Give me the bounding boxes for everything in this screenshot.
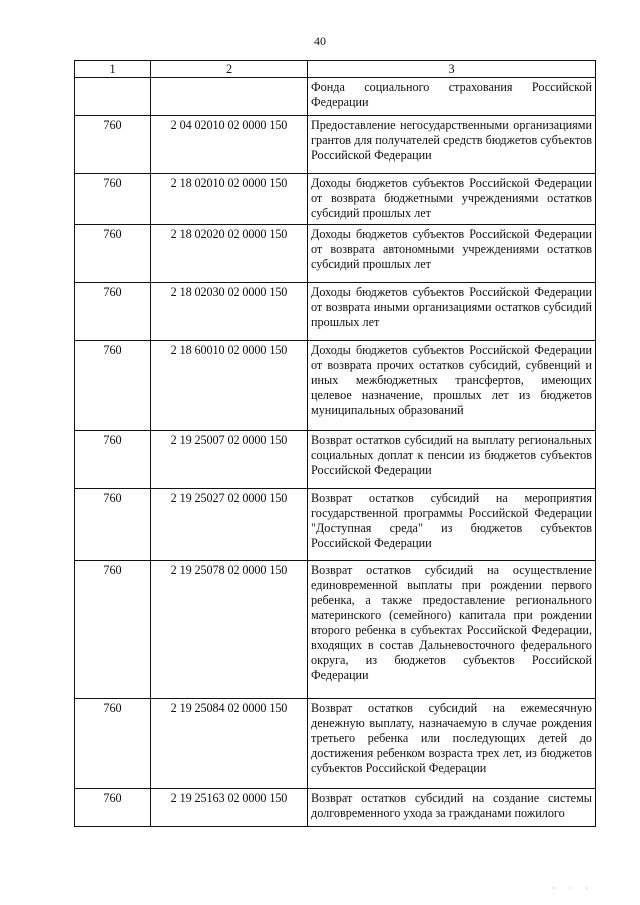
admin-code-cell: 760	[75, 283, 151, 341]
revenue-code-cell: 2 19 25007 02 0000 150	[151, 431, 308, 489]
revenue-code-cell: 2 19 25027 02 0000 150	[151, 489, 308, 561]
admin-code-cell: 760	[75, 561, 151, 699]
description-cell: Доходы бюджетов субъектов Российской Федерации от возврата бюджетными учреждениями остатков субсидий прошлых лет	[308, 174, 596, 225]
table-row	[75, 489, 596, 561]
admin-code-cell: 760	[75, 225, 151, 283]
admin-code-cell: 760	[75, 341, 151, 431]
column-header-2: 2	[151, 61, 308, 78]
description-cell: Предоставление негосударственными организациями грантов для получателей средств бюджетов субъектов Российской Федерации	[308, 116, 596, 174]
budget-classification-table	[74, 60, 596, 827]
admin-code-cell: 760	[75, 699, 151, 789]
revenue-code-cell: 2 18 02010 02 0000 150	[151, 174, 308, 225]
table-row	[75, 283, 596, 341]
table-row	[75, 341, 596, 431]
revenue-code-cell: 2 19 25078 02 0000 150	[151, 561, 308, 699]
description-cell: Доходы бюджетов субъектов Российской Федерации от возврата иными организациями остатков субсидий прошлых лет	[308, 283, 596, 341]
table-row	[75, 789, 596, 827]
table-row	[75, 174, 596, 225]
column-header-3: 3	[308, 61, 596, 78]
description-cell: Возврат остатков субсидий на осуществление единовременной выплаты при рождении первого ребенка, а также предоставление регионального материнского (семейного) капитала при рождении второго ребенка в субъектах Российской Федерации, входящих в состав Дальневосточного федерального округа, из бюджетов субъектов Российской Федерации	[308, 561, 596, 699]
table-row	[75, 699, 596, 789]
admin-code-cell: 760	[75, 431, 151, 489]
revenue-code-cell: 2 04 02010 02 0000 150	[151, 116, 308, 174]
admin-code-cell: 760	[75, 789, 151, 827]
table-row	[75, 431, 596, 489]
table-row	[75, 78, 596, 116]
revenue-code-cell: 2 19 25163 02 0000 150	[151, 789, 308, 827]
revenue-code-cell	[151, 78, 308, 116]
table-row	[75, 225, 596, 283]
description-cell: Возврат остатков субсидий на выплату региональных социальных доплат к пенсии из бюджетов субъектов Российской Федерации	[308, 431, 596, 489]
header-row	[75, 61, 596, 78]
description-cell: Возврат остатков субсидий на ежемесячную денежную выплату, назначаемую в случае рождения третьего ребенка или последующих детей до достижения ребенком возраста трех лет, из бюджетов субъектов Российской Федерации	[308, 699, 596, 789]
column-header-1: 1	[75, 61, 151, 78]
scan-artifact: · · ·	[552, 884, 594, 893]
revenue-code-cell: 2 18 02020 02 0000 150	[151, 225, 308, 283]
revenue-code-cell: 2 18 60010 02 0000 150	[151, 341, 308, 431]
description-cell: Возврат остатков субсидий на создание системы долговременного ухода за гражданами пожилого	[308, 789, 596, 827]
description-cell: Доходы бюджетов субъектов Российской Федерации от возврата автономными учреждениями остатков субсидий прошлых лет	[308, 225, 596, 283]
description-cell: Доходы бюджетов субъектов Российской Федерации от возврата прочих остатков субсидий, субвенций и иных межбюджетных трансфертов, имеющих целевое назначение, прошлых лет из бюджетов муниципальных образований	[308, 341, 596, 431]
admin-code-cell: 760	[75, 174, 151, 225]
admin-code-cell	[75, 78, 151, 116]
description-cell: Фонда социального страхования Российской Федерации	[308, 78, 596, 116]
admin-code-cell: 760	[75, 116, 151, 174]
page-number: 40	[314, 34, 326, 48]
revenue-code-cell: 2 19 25084 02 0000 150	[151, 699, 308, 789]
table-row	[75, 561, 596, 699]
admin-code-cell: 760	[75, 489, 151, 561]
description-cell: Возврат остатков субсидий на мероприятия государственной программы Российской Федерации "Доступная среда" из бюджетов субъектов Российской Федерации	[308, 489, 596, 561]
revenue-code-cell: 2 18 02030 02 0000 150	[151, 283, 308, 341]
table-row	[75, 116, 596, 174]
